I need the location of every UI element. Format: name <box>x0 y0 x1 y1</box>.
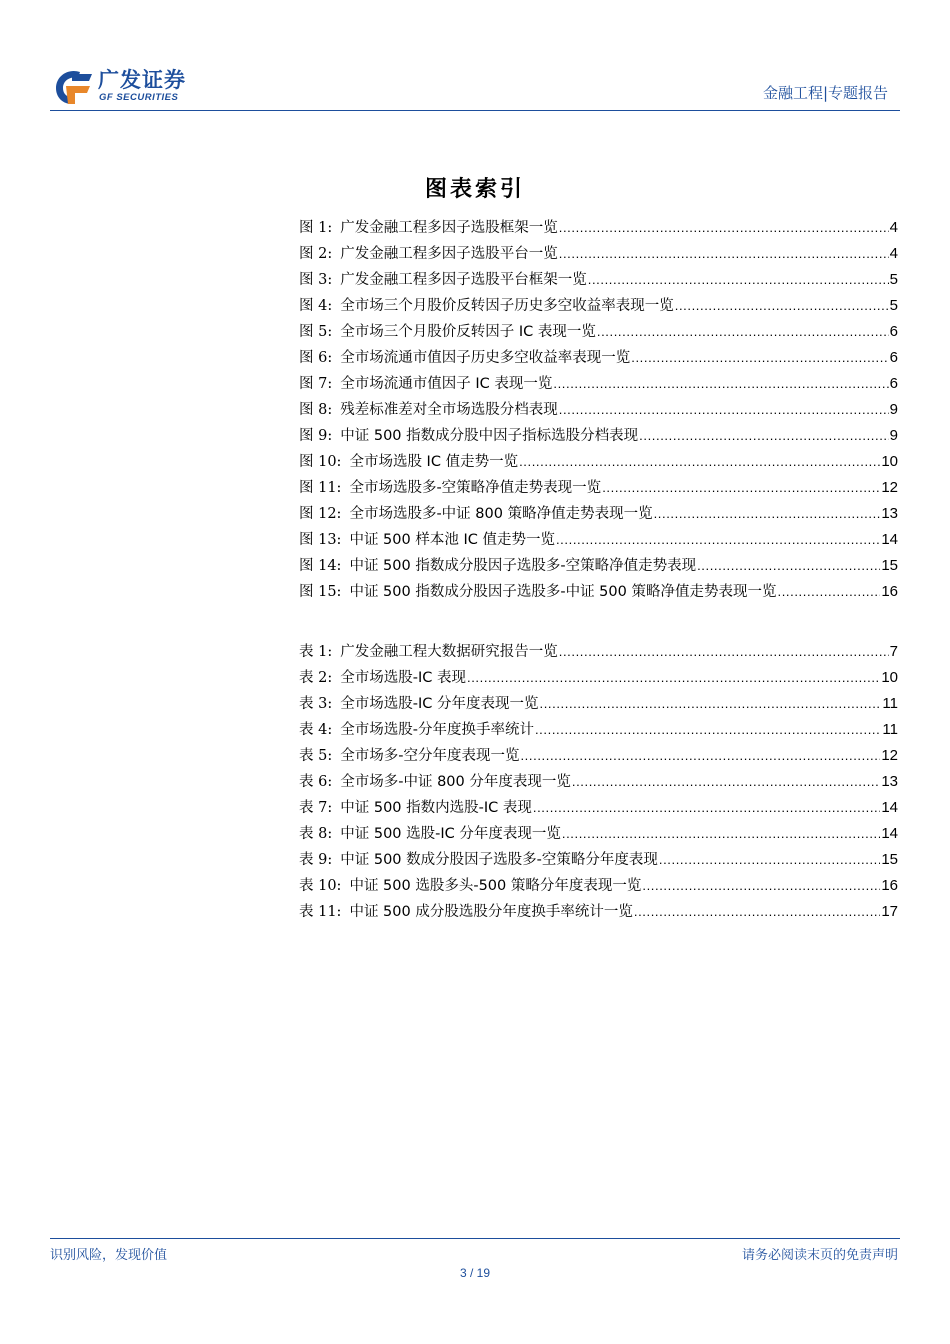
entry-title: 残差标准差对全市场选股分档表现 <box>340 402 558 418</box>
entry-label: 表 10: <box>299 878 342 894</box>
entry-title: 全市场三个月股价反转因子 IC 表现一览 <box>340 324 596 340</box>
entry-page-number: 14 <box>881 531 898 548</box>
entry-page-number: 15 <box>881 851 898 868</box>
leader-dots <box>519 449 880 475</box>
entry-title: 全市场选股 IC 值走势一览 <box>349 454 519 470</box>
entry-title: 中证 500 成分股选股分年度换手率统计一览 <box>349 904 633 920</box>
entry-title: 全市场选股-IC 分年度表现一览 <box>340 696 539 712</box>
figure-index-entry[interactable] <box>299 371 898 397</box>
leader-dots <box>634 899 880 925</box>
entry-title: 全市场选股多-中证 800 策略净值走势表现一览 <box>349 506 653 522</box>
leader-dots <box>559 639 889 665</box>
entry-page-number: 13 <box>881 505 898 522</box>
leader-dots <box>520 743 880 769</box>
entry-title: 全市场三个月股价反转因子历史多空收益率表现一览 <box>340 298 674 314</box>
entry-page-number: 6 <box>889 375 898 392</box>
entry-label: 图 14: <box>299 558 342 574</box>
logo-english-text: GF SECURITIES <box>99 92 179 103</box>
figure-index-entry[interactable] <box>299 293 898 319</box>
table-index-entry[interactable] <box>299 873 898 899</box>
entry-page-number: 11 <box>882 721 898 738</box>
entry-label: 表 11: <box>299 904 342 920</box>
entry-title: 全市场流通市值因子 IC 表现一览 <box>340 376 553 392</box>
entry-page-number: 5 <box>889 297 898 314</box>
header-divider <box>50 110 900 111</box>
leader-dots <box>777 579 880 605</box>
figure-index-entry[interactable] <box>299 345 898 371</box>
gf-securities-logo <box>50 62 210 108</box>
leader-dots <box>588 267 889 293</box>
entry-title: 中证 500 选股多头-500 策略分年度表现一览 <box>349 878 642 894</box>
entry-title: 全市场选股多-空策略净值走势表现一览 <box>349 480 602 496</box>
leader-dots <box>559 241 889 267</box>
figure-index-entry[interactable] <box>299 423 898 449</box>
entry-label: 图 10: <box>299 454 342 470</box>
entry-label: 图 9: <box>299 428 333 444</box>
entry-title: 中证 500 指数成分股因子选股多-中证 500 策略净值走势表现一览 <box>349 584 777 600</box>
entry-page-number: 12 <box>881 747 898 764</box>
figure-index-entry[interactable] <box>299 319 898 345</box>
leader-dots <box>535 717 881 743</box>
leader-dots <box>659 847 880 873</box>
entry-page-number: 11 <box>882 695 898 712</box>
entry-label: 图 7: <box>299 376 333 392</box>
entry-title: 中证 500 指数成分股中因子指标选股分档表现 <box>340 428 639 444</box>
table-index-entry[interactable] <box>299 795 898 821</box>
leader-dots <box>556 527 880 553</box>
leader-dots <box>697 553 880 579</box>
table-index-list <box>299 639 898 925</box>
table-index-entry[interactable] <box>299 691 898 717</box>
entry-label: 图 5: <box>299 324 333 340</box>
entry-page-number: 13 <box>881 773 898 790</box>
table-index-entry[interactable] <box>299 769 898 795</box>
entry-page-number: 10 <box>881 669 898 686</box>
entry-label: 图 3: <box>299 272 333 288</box>
entry-label: 图 8: <box>299 402 333 418</box>
figure-index-entry[interactable] <box>299 475 898 501</box>
entry-title: 中证 500 样本池 IC 值走势一览 <box>349 532 555 548</box>
entry-page-number: 16 <box>881 877 898 894</box>
entry-label: 图 11: <box>299 480 342 496</box>
table-index-entry[interactable] <box>299 899 898 925</box>
table-index-entry[interactable] <box>299 821 898 847</box>
gf-logo-icon <box>50 66 94 106</box>
entry-label: 图 4: <box>299 298 333 314</box>
entry-label: 图 6: <box>299 350 333 366</box>
entry-title: 中证 500 指数内选股-IC 表现 <box>340 800 532 816</box>
entry-page-number: 10 <box>881 453 898 470</box>
figure-index-entry[interactable] <box>299 579 898 605</box>
entry-page-number: 16 <box>881 583 898 600</box>
figure-index-entry[interactable] <box>299 241 898 267</box>
leader-dots <box>467 665 880 691</box>
entry-label: 图 15: <box>299 584 342 600</box>
leader-dots <box>654 501 881 527</box>
entry-label: 表 5: <box>299 748 333 764</box>
entry-page-number: 17 <box>881 903 898 920</box>
table-index-entry[interactable] <box>299 743 898 769</box>
entry-page-number: 4 <box>889 245 898 262</box>
logo-chinese-text: 广发证券 <box>98 68 186 92</box>
figure-index-entry[interactable] <box>299 449 898 475</box>
leader-dots <box>559 397 889 423</box>
footer-disclaimer-note: 请务必阅读末页的免责声明 <box>741 1248 898 1263</box>
entry-title: 全市场选股-分年度换手率统计 <box>340 722 534 738</box>
leader-dots <box>539 691 881 717</box>
leader-dots <box>631 345 888 371</box>
entry-page-number: 14 <box>881 825 898 842</box>
footer-slogan: 识别风险，发现价值 <box>50 1248 168 1263</box>
entry-page-number: 6 <box>889 323 898 340</box>
entry-page-number: 9 <box>889 427 898 444</box>
entry-title: 广发金融工程多因子选股平台框架一览 <box>340 272 587 288</box>
leader-dots <box>602 475 880 501</box>
leader-dots <box>533 795 880 821</box>
entry-page-number: 4 <box>889 219 898 236</box>
entry-label: 表 1: <box>299 644 333 660</box>
leader-dots <box>639 423 889 449</box>
figure-index-entry[interactable] <box>299 553 898 579</box>
table-index-entry[interactable] <box>299 847 898 873</box>
entry-page-number: 9 <box>889 401 898 418</box>
entry-label: 表 7: <box>299 800 333 816</box>
entry-page-number: 5 <box>889 271 898 288</box>
figure-index-entry[interactable] <box>299 397 898 423</box>
leader-dots <box>559 215 889 241</box>
leader-dots <box>597 319 889 345</box>
page-header <box>50 62 900 112</box>
entry-label: 图 12: <box>299 506 342 522</box>
entry-page-number: 12 <box>881 479 898 496</box>
page-title: 图表索引 <box>424 176 525 202</box>
table-index-entry[interactable] <box>299 717 898 743</box>
figure-index-entry[interactable] <box>299 267 898 293</box>
entry-title: 全市场多-中证 800 分年度表现一览 <box>340 774 571 790</box>
entry-title: 广发金融工程多因子选股框架一览 <box>340 220 558 236</box>
entry-page-number: 15 <box>881 557 898 574</box>
leader-dots <box>642 873 880 899</box>
entry-page-number: 6 <box>889 349 898 366</box>
entry-label: 图 13: <box>299 532 342 548</box>
entry-label: 表 9: <box>299 852 333 868</box>
page-number: 3 / 19 <box>459 1266 491 1280</box>
entry-title: 中证 500 指数成分股因子选股多-空策略净值走势表现 <box>349 558 697 574</box>
entry-title: 广发金融工程大数据研究报告一览 <box>340 644 558 660</box>
entry-label: 图 2: <box>299 246 333 262</box>
entry-label: 表 4: <box>299 722 333 738</box>
entry-label: 表 3: <box>299 696 333 712</box>
leader-dots <box>562 821 880 847</box>
table-index-entry[interactable] <box>299 665 898 691</box>
entry-title: 广发金融工程多因子选股平台一览 <box>340 246 558 262</box>
table-index-entry[interactable] <box>299 639 898 665</box>
entry-label: 图 1: <box>299 220 333 236</box>
leader-dots <box>675 293 889 319</box>
entry-page-number: 7 <box>889 643 898 660</box>
entry-page-number: 14 <box>881 799 898 816</box>
entry-label: 表 2: <box>299 670 333 686</box>
figure-index-entry[interactable] <box>299 501 898 527</box>
figure-index-entry[interactable] <box>299 527 898 553</box>
entry-title: 全市场多-空分年度表现一览 <box>340 748 520 764</box>
leader-dots <box>572 769 880 795</box>
entry-title: 中证 500 数成分股因子选股多-空策略分年度表现 <box>340 852 658 868</box>
report-category: 金融工程|专题报告 <box>762 84 888 102</box>
entry-label: 表 8: <box>299 826 333 842</box>
figure-index-list <box>299 215 898 605</box>
entry-title: 全市场流通市值因子历史多空收益率表现一览 <box>340 350 631 366</box>
entry-title: 全市场选股-IC 表现 <box>340 670 466 686</box>
footer-divider <box>50 1238 900 1239</box>
figure-index-entry[interactable] <box>299 215 898 241</box>
entry-label: 表 6: <box>299 774 333 790</box>
entry-title: 中证 500 选股-IC 分年度表现一览 <box>340 826 561 842</box>
leader-dots <box>553 371 888 397</box>
